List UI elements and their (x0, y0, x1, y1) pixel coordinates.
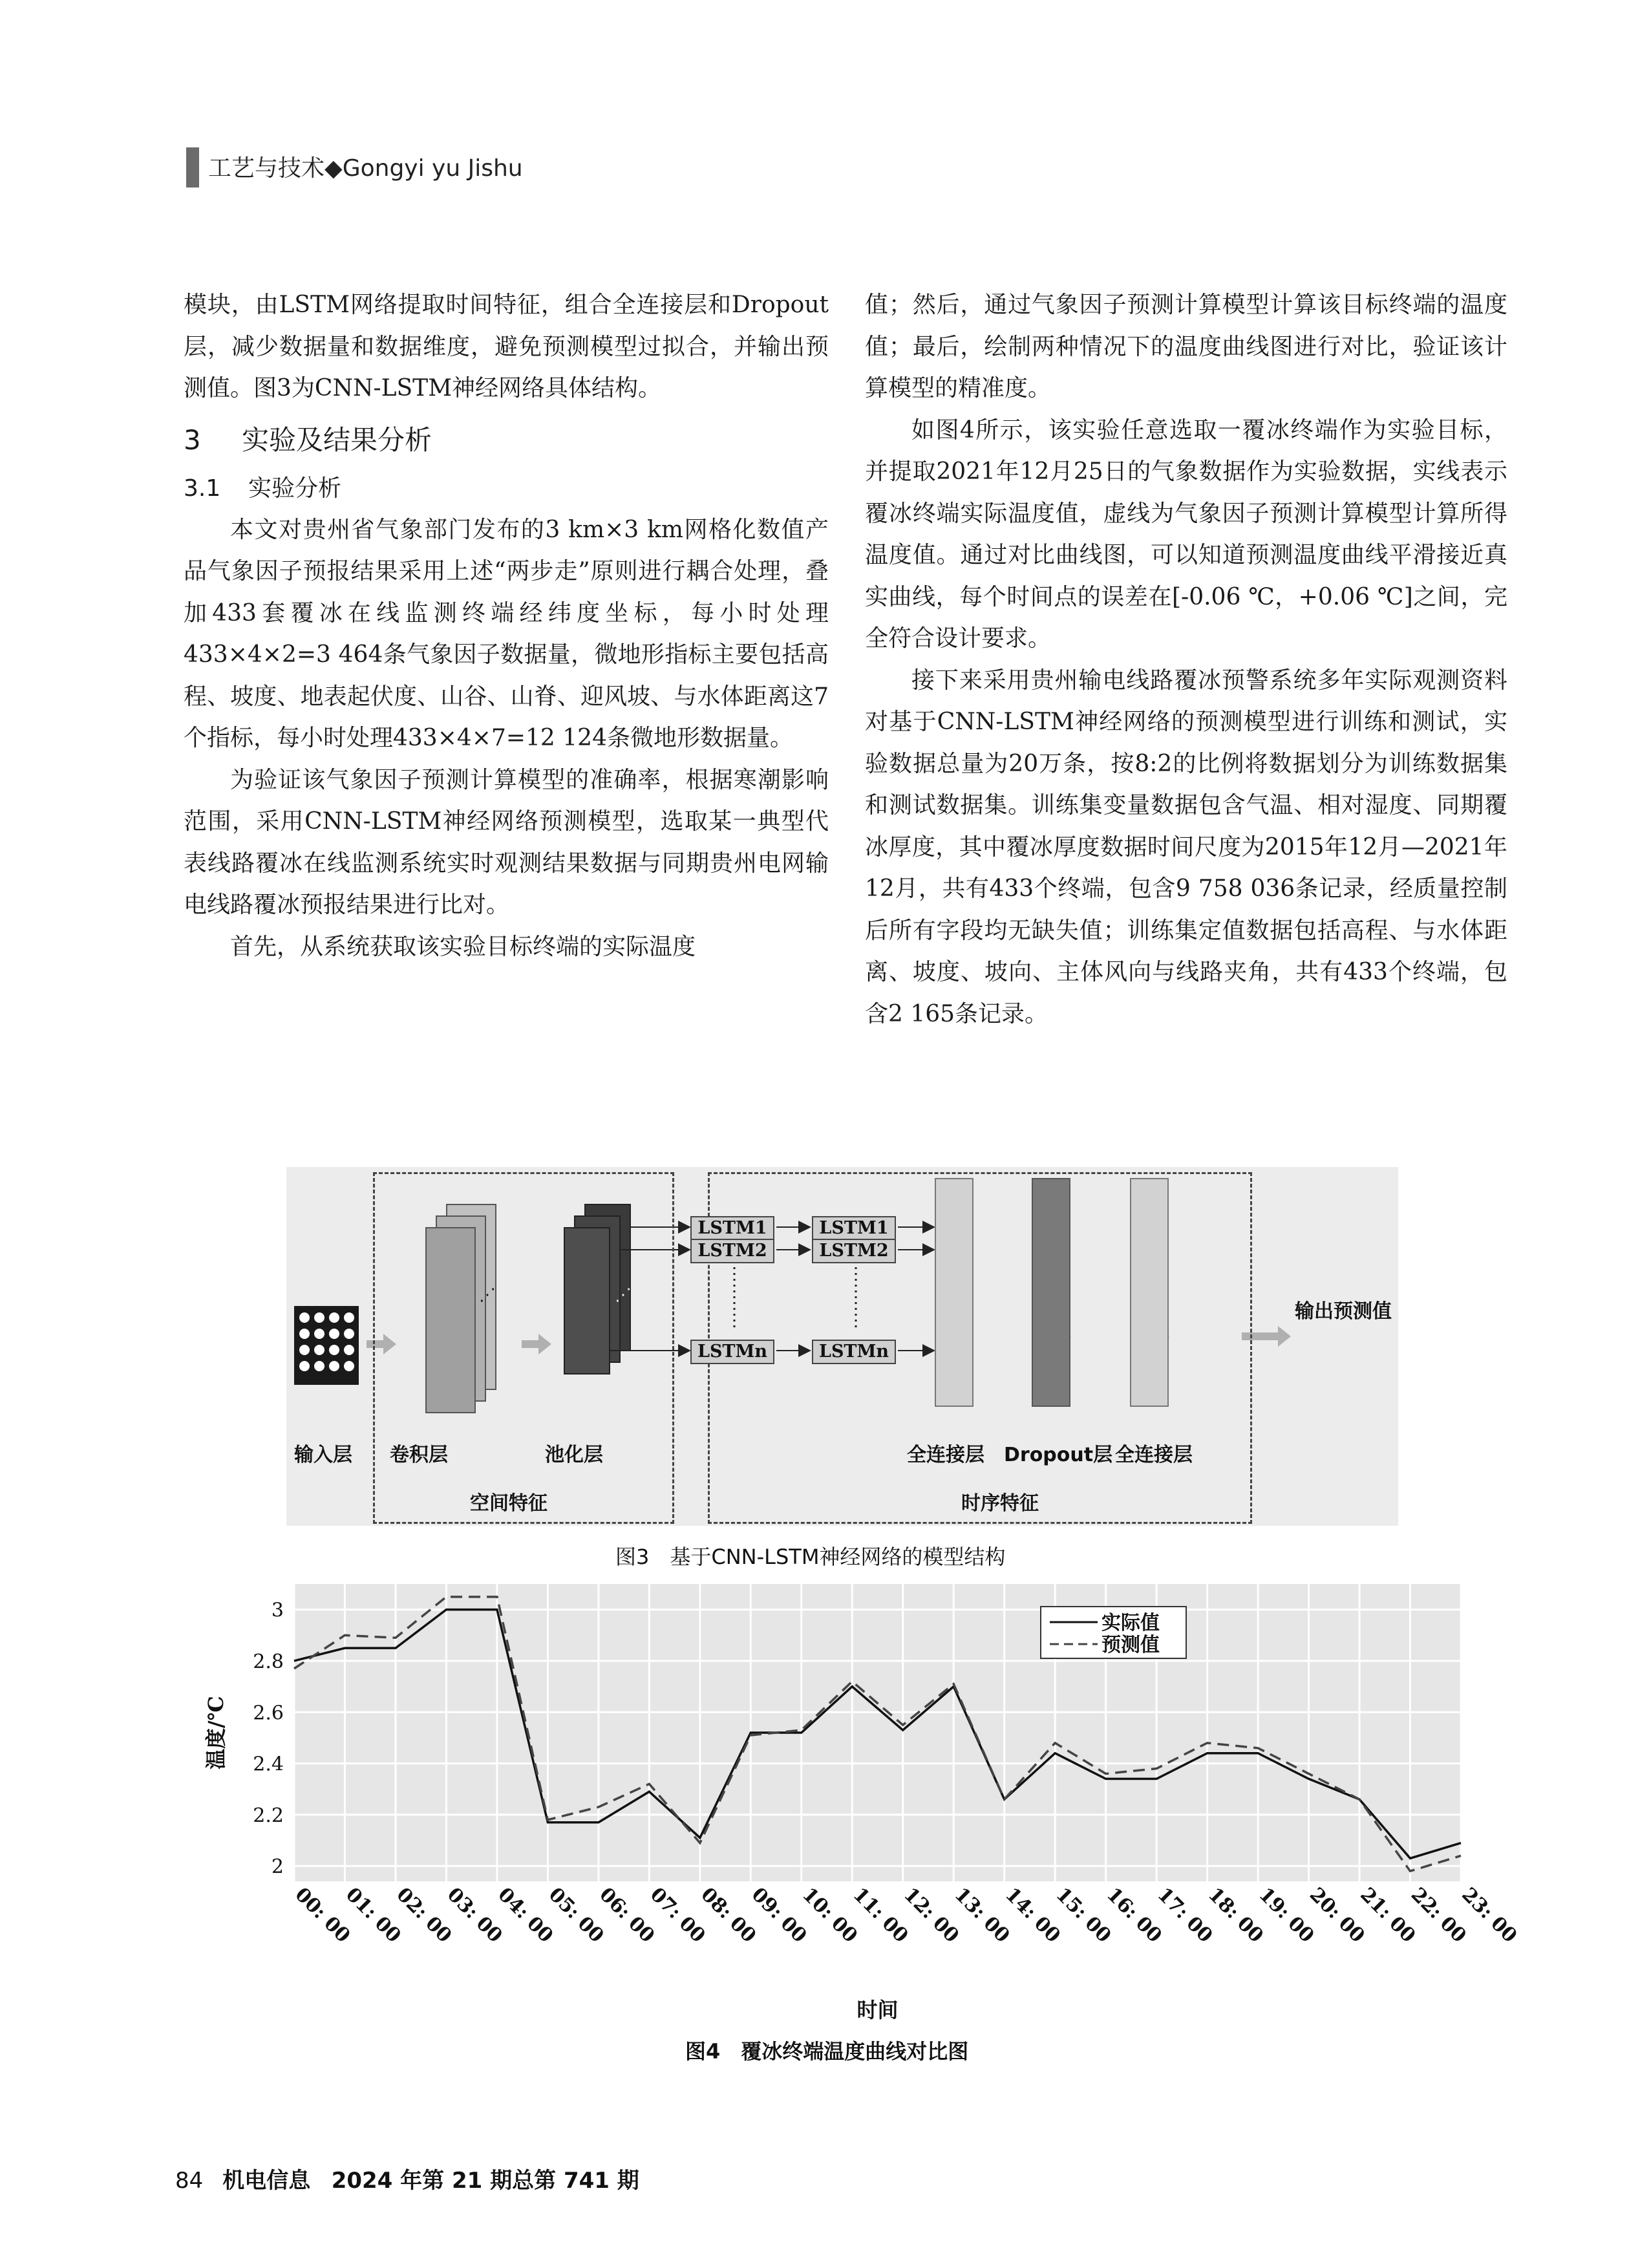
left-para-2: 本文对贵州省气象部门发布的3 km×3 km网格化数值产品气象因子预报结果采用上述“两步走”原则进行耦合处理，叠加433套覆冰在线监测终端经纬度坐标，每小时处理433×4×2=3 464条气象因子数据量，微地形指标主要包括高程、坡度、地表起伏度、山谷、山脊、迎风坡、与水体距离这7个指标，每小时处理433×4×7=12 124条微地形数据量。 (184, 516, 829, 751)
x-tick-label: 07: 00 (645, 1883, 710, 1947)
input-layer-label: 输入层 (294, 1444, 352, 1466)
subsection-title: 实验分析 (248, 475, 342, 502)
x-tick-label: 11: 00 (848, 1883, 913, 1947)
header-section-en: Gongyi yu Jishu (342, 155, 523, 182)
svg-text:⋰: ⋰ (615, 1285, 632, 1305)
right-para-2: 如图4所示，该实验任意选取一覆冰终端作为实验目标，并提取2021年12月25日的气象数据作为实验数据，实线表示覆冰终端实际温度值，虚线为气象因子预测计算模型计算所得温度值。通过对比曲线图，可以知道预测温度曲线平滑接近真实曲线，每个时间点的误差在[-0.06 ℃，+0.06 ℃]之间，完全符合设计要求。 (865, 416, 1507, 652)
svg-text:⋰: ⋰ (479, 1285, 496, 1305)
y-tick-label: 2 (271, 1856, 284, 1879)
pool-layer-label: 池化层 (545, 1444, 603, 1466)
x-tick-label: 14: 00 (1001, 1883, 1065, 1947)
lstm1-a: LSTM1 (690, 1216, 774, 1241)
x-tick-label: 10: 00 (798, 1883, 862, 1947)
x-tick-label: 02: 00 (392, 1883, 456, 1947)
legend-label-1: 实际值 (1101, 1612, 1160, 1634)
x-tick-label: 17: 00 (1153, 1883, 1217, 1947)
x-tick-label: 08: 00 (696, 1883, 761, 1947)
x-tick-label: 21: 00 (1356, 1883, 1420, 1947)
x-tick-label: 03: 00 (442, 1883, 507, 1947)
plot-area (294, 1584, 1461, 1881)
fc2-label: 全连接层 (1115, 1444, 1193, 1466)
figure-3-caption: 图3 基于CNN-LSTM神经网络的模型结构 (615, 1545, 1006, 1569)
section-heading (184, 418, 829, 463)
journal-name: 机电信息 (222, 2168, 311, 2194)
section-number: 3 (184, 423, 201, 456)
x-tick-label: 15: 00 (1051, 1883, 1116, 1947)
lstmn-a: LSTMn (690, 1340, 774, 1364)
page-number: 84 (175, 2168, 204, 2194)
figure-3-diagram (286, 1167, 1398, 1526)
input-grid-icon (294, 1306, 359, 1385)
figure-4-chart (184, 1578, 1522, 2027)
x-tick-label: 06: 00 (595, 1883, 659, 1947)
x-tick-label: 13: 00 (950, 1883, 1014, 1947)
issue-info: 2024 年第 21 期总第 741 期 (331, 2168, 639, 2194)
section-title: 实验及结果分析 (242, 423, 432, 456)
dropout-label: Dropout层 (1004, 1444, 1113, 1466)
spatial-feature-box (373, 1172, 674, 1524)
right-column (865, 284, 1507, 1035)
conv-layer-label: 卷积层 (390, 1444, 448, 1466)
lstm2-a: LSTM2 (690, 1239, 774, 1263)
x-tick-label: 12: 00 (899, 1883, 964, 1947)
page-footer (175, 2163, 639, 2194)
right-para-3: 接下来采用贵州输电线路覆冰预警系统多年实际观测资料对基于CNN-LSTM神经网络的预测模型进行训练和测试，实验数据总量为20万条，按8:2的比例将数据划分为训练数据集和测试数据集。训练集变量数据包含气温、相对湿度、同期覆冰厚度，其中覆冰厚度数据时间尺度为2015年12月—2021年12月，共有433个终端，包含9 758 036条记录，经质量控制后所有字段均无缺失值；训练集定值数据包括高程、与水体距离、坡度、坡向、主体风向与线路夹角，共有433个终端，包含2 165条记录。 (865, 667, 1507, 1027)
left-para-4: 首先，从系统获取该实验目标终端的实际温度 (230, 933, 696, 960)
left-column (184, 284, 829, 968)
subsection-heading (184, 468, 829, 509)
y-tick-label: 2.4 (253, 1753, 284, 1776)
lstm1-b: LSTM1 (812, 1216, 896, 1241)
x-tick-label: 01: 00 (341, 1883, 405, 1947)
output-label: 输出预测值 (1295, 1300, 1392, 1323)
x-tick-label: 22: 00 (1406, 1883, 1471, 1947)
x-tick-label: 20: 00 (1304, 1883, 1369, 1947)
y-tick-label: 2.6 (253, 1702, 284, 1725)
header-section-cn: 工艺与技术 (208, 155, 325, 182)
temporal-feature-box (708, 1172, 1252, 1524)
running-header (208, 150, 523, 183)
y-axis-label: 温度/℃ (204, 1695, 228, 1770)
temperature-line-chart (184, 1578, 1522, 2027)
x-tick-label: 04: 00 (493, 1883, 558, 1947)
temporal-feature-label: 时序特征 (961, 1492, 1039, 1515)
subsection-number: 3.1 (184, 475, 221, 502)
x-tick-label: 00: 00 (290, 1883, 355, 1947)
fc1-label: 全连接层 (907, 1444, 984, 1466)
header-bar (186, 147, 199, 187)
x-tick-label: 19: 00 (1254, 1883, 1319, 1947)
spatial-feature-label: 空间特征 (470, 1492, 548, 1515)
right-para-1: 值；然后，通过气象因子预测计算模型计算该目标终端的温度值；最后，绘制两种情况下的温度曲线图进行对比，验证该计算模型的精准度。 (865, 292, 1507, 401)
y-tick-label: 3 (271, 1599, 284, 1622)
lstm2-b: LSTM2 (812, 1239, 896, 1263)
figure-4-caption: 图4 覆冰终端温度曲线对比图 (685, 2039, 969, 2064)
y-tick-label: 2.2 (253, 1804, 284, 1827)
x-axis-label: 时间 (856, 1998, 899, 2022)
lstmn-b: LSTMn (812, 1340, 896, 1364)
header-bullet: ◆ (324, 155, 343, 182)
left-para-1: 模块，由LSTM网络提取时间特征，组合全连接层和Dropout层，减少数据量和数据维度，避免预测模型过拟合，并输出预测值。图3为CNN-LSTM神经网络具体结构。 (184, 292, 829, 401)
y-tick-label: 2.8 (253, 1650, 284, 1673)
x-tick-label: 23: 00 (1457, 1883, 1522, 1947)
legend-label-2: 预测值 (1101, 1634, 1160, 1656)
x-tick-label: 05: 00 (544, 1883, 608, 1947)
x-tick-label: 16: 00 (1101, 1883, 1167, 1947)
x-tick-label: 18: 00 (1203, 1883, 1268, 1947)
x-tick-label: 09: 00 (747, 1883, 811, 1947)
left-para-3: 为验证该气象因子预测计算模型的准确率，根据寒潮影响范围，采用CNN-LSTM神经网络预测模型，选取某一典型代表线路覆冰在线监测系统实时观测结果数据与同期贵州电网输电线路覆冰预报结果进行比对。 (184, 766, 829, 918)
